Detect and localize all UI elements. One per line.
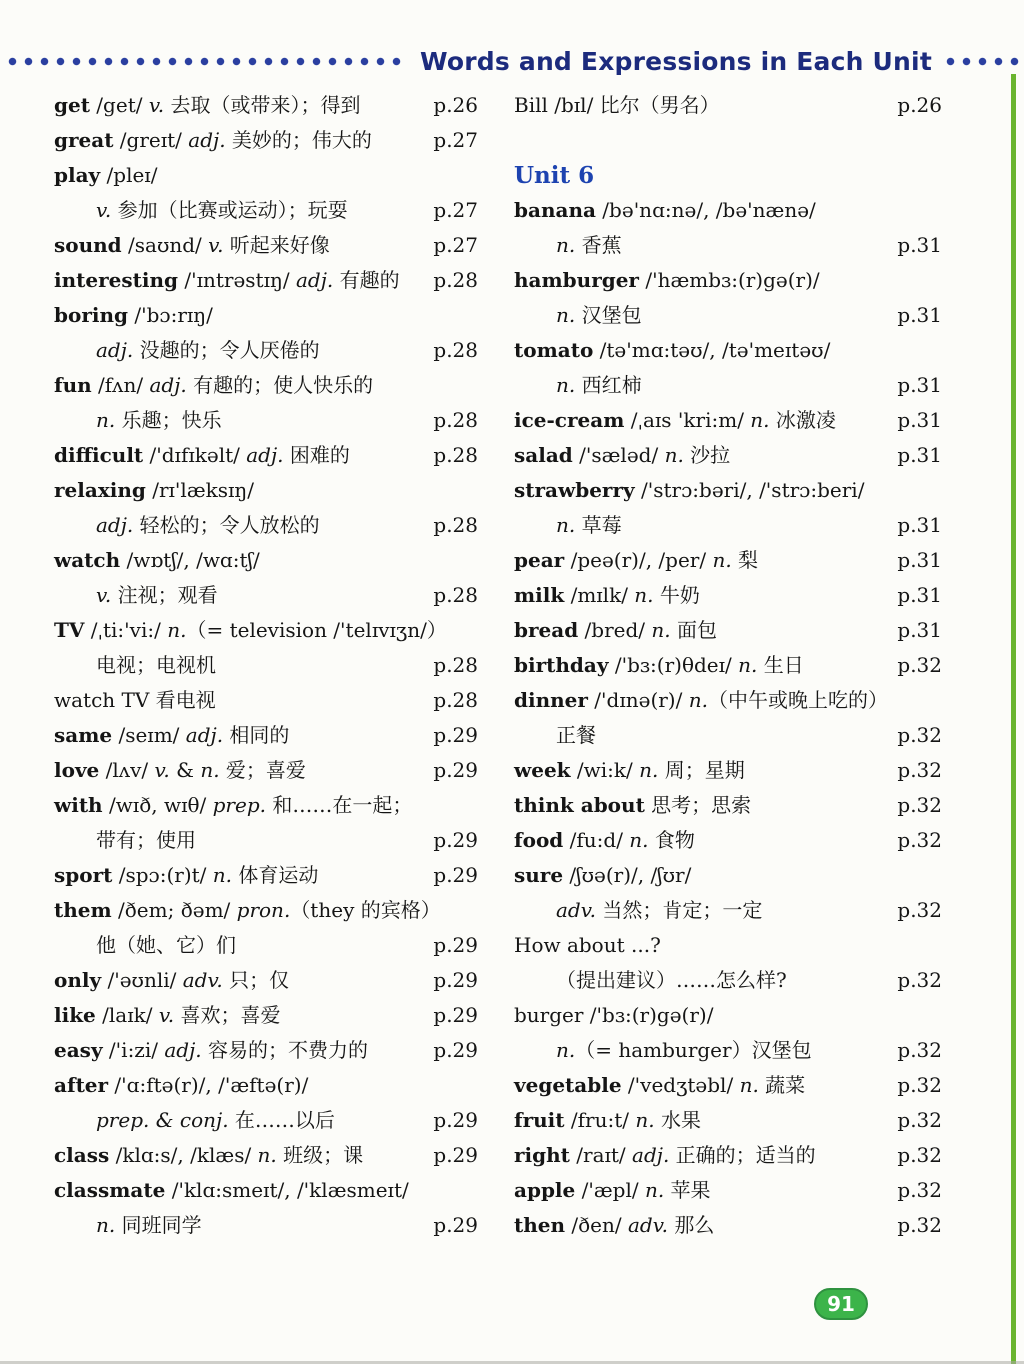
page-ref: p.32 — [897, 723, 942, 747]
vocab-text: tomato /tə'mɑ:təʊ/, /tə'meɪtəʊ/ — [514, 338, 831, 362]
vocab-text: difficult /'dɪfɪkəlt/ adj. 困难的 — [54, 443, 350, 467]
vocab-text: adj. 轻松的；令人放松的 — [96, 513, 320, 537]
page-ref: p.31 — [897, 303, 942, 327]
vocab-text: How about ...? — [514, 933, 661, 957]
vocab-text: adj. 没趣的；令人厌倦的 — [96, 338, 320, 362]
vocab-line — [54, 1173, 478, 1208]
page-ref: p.32 — [897, 1143, 942, 1167]
page-ref: p.29 — [433, 1038, 478, 1062]
vocab-text: n.（= hamburger）汉堡包 — [556, 1038, 812, 1062]
vocab-line — [54, 753, 478, 788]
vocab-line — [54, 963, 478, 998]
vocab-line — [54, 263, 478, 298]
vocab-text: 带有；使用 — [96, 828, 196, 852]
page-ref: p.28 — [433, 513, 478, 537]
vocab-text: watch TV 看电视 — [54, 688, 216, 712]
vocab-line — [54, 298, 478, 333]
page-ref: p.29 — [433, 1003, 478, 1027]
vocab-line — [54, 683, 478, 718]
page-number-badge: 91 — [814, 1288, 868, 1320]
page-ref: p.32 — [897, 1038, 942, 1062]
page-ref: p.31 — [897, 233, 942, 257]
vocab-text: n. 乐趣；快乐 — [96, 408, 222, 432]
vocab-text: easy /'i:zi/ adj. 容易的；不费力的 — [54, 1038, 368, 1062]
vocab-line — [54, 403, 478, 438]
vocab-text: burger /'bɜ:(r)gə(r)/ — [514, 1003, 714, 1027]
vocab-line — [54, 1033, 478, 1068]
page-ref: p.28 — [433, 653, 478, 677]
page-ref: p.28 — [433, 688, 478, 712]
vocab-text: like /laɪk/ v. 喜欢；喜爱 — [54, 1003, 281, 1027]
page-ref: p.28 — [433, 338, 478, 362]
page-ref: p.29 — [433, 1108, 478, 1132]
vocab-line — [54, 228, 478, 263]
vocab-line — [514, 403, 942, 438]
page-ref: p.32 — [897, 898, 942, 922]
page-ref: p.31 — [897, 408, 942, 432]
page-ref: p.28 — [433, 268, 478, 292]
vocab-line — [514, 1068, 942, 1103]
vocab-text: hamburger /'hæmbɜ:(r)gə(r)/ — [514, 268, 820, 292]
vocab-text: dinner /'dɪnə(r)/ n.（中午或晚上吃的） — [514, 688, 888, 712]
vocab-line — [54, 438, 478, 473]
vocab-text: n. 汉堡包 — [556, 303, 642, 327]
vocab-line — [54, 648, 478, 683]
page-ref: p.28 — [433, 408, 478, 432]
vocab-line — [514, 1138, 942, 1173]
vocab-text: salad /'sæləd/ n. 沙拉 — [514, 443, 731, 467]
vocab-text: fun /fʌn/ adj. 有趣的；使人快乐的 — [54, 373, 374, 397]
dotted-line-left — [8, 57, 406, 66]
vocab-text: after /'ɑ:ftə(r)/, /'æftə(r)/ — [54, 1073, 309, 1097]
vocab-text: food /fu:d/ n. 食物 — [514, 828, 695, 852]
vocab-line — [514, 228, 942, 263]
vocab-text: right /raɪt/ adj. 正确的；适当的 — [514, 1143, 816, 1167]
page-ref: p.31 — [897, 618, 942, 642]
vocab-line — [54, 1103, 478, 1138]
vocab-text: sport /spɔ:(r)t/ n. 体育运动 — [54, 863, 319, 887]
dotted-line-right — [946, 57, 1020, 66]
page-ref: p.29 — [433, 723, 478, 747]
vocab-text: birthday /'bɜ:(r)θdeɪ/ n. 生日 — [514, 653, 804, 677]
vocab-text: class /klɑ:s/, /klæs/ n. 班级；课 — [54, 1143, 364, 1167]
unit-heading: Unit 6 — [514, 162, 595, 189]
page-title: Words and Expressions in Each Unit — [420, 46, 932, 76]
vocab-line — [54, 508, 478, 543]
vocab-line — [54, 158, 478, 193]
vocab-line — [514, 683, 942, 718]
page-ref: p.29 — [433, 1213, 478, 1237]
unit-heading-row — [514, 158, 942, 193]
page-ref: p.29 — [433, 933, 478, 957]
vocab-line — [54, 1138, 478, 1173]
vocab-text: sound /saʊnd/ v. 听起来好像 — [54, 233, 330, 257]
vocab-line — [54, 823, 478, 858]
vocab-text: week /wi:k/ n. 周；星期 — [514, 758, 745, 782]
page-ref: p.26 — [433, 93, 478, 117]
vocab-text: v. 参加（比赛或运动）；玩耍 — [96, 198, 348, 222]
vocab-text: n. 同班同学 — [96, 1213, 202, 1237]
vocab-line — [514, 578, 942, 613]
vocab-text: boring /'bɔ:rɪŋ/ — [54, 303, 213, 327]
vocab-line — [514, 368, 942, 403]
vocab-line — [514, 648, 942, 683]
vocab-line — [514, 1033, 942, 1068]
page-ref: p.32 — [897, 1108, 942, 1132]
page-ref: p.29 — [433, 1143, 478, 1167]
vocab-line — [514, 263, 942, 298]
page-ref: p.28 — [433, 583, 478, 607]
vocab-line — [54, 893, 478, 928]
vocab-line — [514, 1208, 942, 1243]
page-ref: p.27 — [433, 233, 478, 257]
vocab-text: classmate /'klɑ:smeɪt/, /'klæsmeɪt/ — [54, 1178, 409, 1202]
vocab-line — [514, 718, 942, 753]
vocab-text: apple /'æpl/ n. 苹果 — [514, 1178, 711, 1202]
vocab-text: fruit /fru:t/ n. 水果 — [514, 1108, 701, 1132]
spacer-row — [514, 123, 942, 158]
vocab-text: strawberry /'strɔ:bəri/, /'strɔ:beri/ — [514, 478, 865, 502]
vocab-text: 他（她、它）们 — [96, 933, 236, 957]
vocab-line — [514, 473, 942, 508]
vocab-line — [54, 613, 478, 648]
page-ref: p.31 — [897, 583, 942, 607]
vocab-text: same /seɪm/ adj. 相同的 — [54, 723, 290, 747]
vocab-line — [514, 193, 942, 228]
vocab-text: Bill /bɪl/ 比尔（男名） — [514, 93, 720, 117]
vocab-text: bread /bred/ n. 面包 — [514, 618, 718, 642]
vocab-text: n. 香蕉 — [556, 233, 622, 257]
vocab-text: sure /ʃʊə(r)/, /ʃʊr/ — [514, 863, 692, 887]
vocab-text: v. 注视；观看 — [96, 583, 218, 607]
vocab-line — [54, 333, 478, 368]
page-ref: p.27 — [433, 198, 478, 222]
vocab-text: with /wɪð, wɪθ/ prep. 和……在一起； — [54, 793, 413, 817]
page-ref: p.29 — [433, 828, 478, 852]
vocab-text: TV /ˌti:'vi:/ n.（= television /'telɪvɪʒn/） — [54, 618, 447, 642]
vocab-line — [514, 438, 942, 473]
vocab-text: vegetable /'vedʒtəbl/ n. 蔬菜 — [514, 1073, 806, 1097]
vocab-line — [54, 88, 478, 123]
page-ref: p.32 — [897, 828, 942, 852]
vocab-text: love /lʌv/ v. & n. 爱；喜爱 — [54, 758, 306, 782]
vocab-line — [54, 1068, 478, 1103]
vocab-text: then /ðen/ adv. 那么 — [514, 1213, 715, 1237]
vocab-text: them /ðem; ðəm/ pron.（they 的宾格） — [54, 898, 441, 922]
page-ref: p.29 — [433, 863, 478, 887]
vocab-text: n. 西红柿 — [556, 373, 642, 397]
page-ref: p.32 — [897, 793, 942, 817]
vocab-line — [514, 88, 942, 123]
page-header — [0, 44, 1024, 78]
vocab-line — [54, 123, 478, 158]
vocab-text: great /greɪt/ adj. 美妙的；伟大的 — [54, 128, 372, 152]
page-ref: p.29 — [433, 968, 478, 992]
page-ref: p.32 — [897, 653, 942, 677]
page-ref: p.32 — [897, 968, 942, 992]
vocab-line — [54, 473, 478, 508]
vocab-line — [54, 928, 478, 963]
vocab-text: n. 草莓 — [556, 513, 622, 537]
page-ref: p.31 — [897, 373, 942, 397]
vocab-text: ice-cream /ˌaɪs 'kri:m/ n. 冰激凌 — [514, 408, 836, 432]
vocab-line — [514, 823, 942, 858]
page-ref: p.31 — [897, 548, 942, 572]
vocab-line — [514, 998, 942, 1033]
vocab-line — [514, 788, 942, 823]
left-column — [54, 88, 478, 1243]
vocab-line — [514, 613, 942, 648]
page-ref: p.32 — [897, 1213, 942, 1237]
page-ref: p.31 — [897, 443, 942, 467]
vocab-line — [514, 333, 942, 368]
vocab-line — [54, 858, 478, 893]
vocab-text: milk /mɪlk/ n. 牛奶 — [514, 583, 700, 607]
vocab-text: interesting /'ɪntrəstɪŋ/ adj. 有趣的 — [54, 268, 400, 292]
vocab-line — [54, 368, 478, 403]
vocab-line — [54, 578, 478, 613]
page-ref: p.31 — [897, 513, 942, 537]
vocab-line — [514, 928, 942, 963]
vocab-line — [514, 858, 942, 893]
vocab-text: banana /bə'nɑ:nə/, /bə'nænə/ — [514, 198, 816, 222]
green-edge-line — [1011, 74, 1016, 1364]
vocab-line — [514, 753, 942, 788]
vocab-line — [514, 1103, 942, 1138]
vocab-line — [54, 193, 478, 228]
vocab-text: prep. & conj. 在……以后 — [96, 1108, 335, 1132]
right-column — [514, 88, 942, 1243]
vocab-line — [54, 788, 478, 823]
vocab-line — [54, 998, 478, 1033]
page-ref: p.32 — [897, 1073, 942, 1097]
vocab-text: 电视；电视机 — [96, 653, 216, 677]
page-ref: p.29 — [433, 758, 478, 782]
page-ref: p.26 — [897, 93, 942, 117]
page-ref: p.32 — [897, 758, 942, 782]
vocab-text: relaxing /rɪ'læksɪŋ/ — [54, 478, 255, 502]
vocab-line — [54, 543, 478, 578]
vocab-line — [514, 543, 942, 578]
vocab-text: pear /peə(r)/, /per/ n. 梨 — [514, 548, 759, 572]
page-ref: p.27 — [433, 128, 478, 152]
vocab-line — [514, 1173, 942, 1208]
vocab-line — [54, 1208, 478, 1243]
vocab-line — [54, 718, 478, 753]
vocab-text: get /get/ v. 去取（或带来）；得到 — [54, 93, 361, 117]
vocab-text: watch /wɒtʃ/, /wɑ:tʃ/ — [54, 548, 260, 572]
vocab-text: 正餐 — [556, 723, 596, 747]
vocab-text: only /'əʊnli/ adv. 只；仅 — [54, 968, 290, 992]
vocab-text: （提出建议）……怎么样? — [556, 968, 787, 992]
vocab-line — [514, 963, 942, 998]
page-ref: p.32 — [897, 1178, 942, 1202]
vocab-text: adv. 当然；肯定；一定 — [556, 898, 763, 922]
vocab-line — [514, 893, 942, 928]
vocab-line — [514, 298, 942, 333]
vocab-line — [514, 508, 942, 543]
page-ref: p.28 — [433, 443, 478, 467]
vocab-text: play /pleɪ/ — [54, 163, 158, 187]
vocab-text: think about 思考；思索 — [514, 793, 752, 817]
